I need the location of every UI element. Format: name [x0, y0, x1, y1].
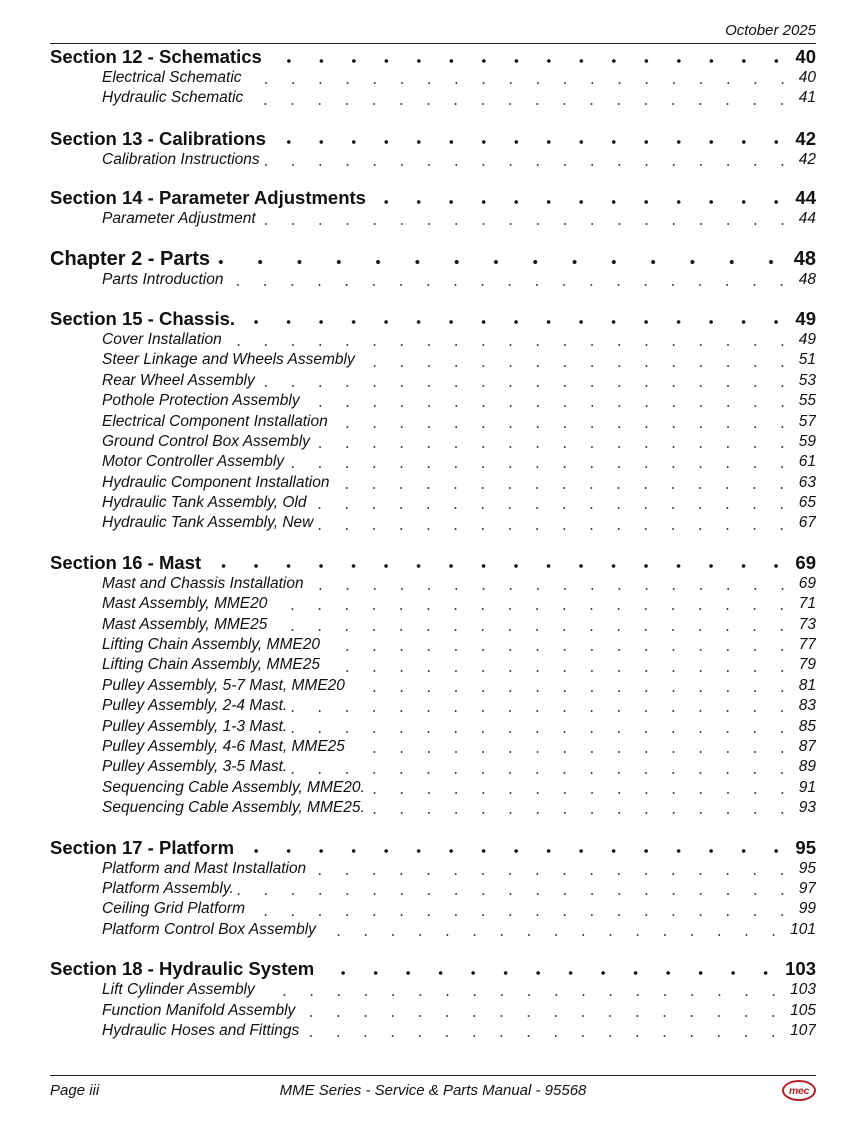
toc-entry-page: 40 [798, 69, 816, 86]
dot-leader [307, 587, 796, 591]
toc-entry-title: Calibration Instructions [102, 150, 260, 168]
dot-leader [270, 628, 795, 632]
toc-entry-title: Platform Control Box Assembly [102, 920, 316, 938]
toc-entry-page: 103 [790, 981, 816, 999]
toc-entry-title: Mast Assembly, MME20 [102, 595, 268, 613]
page-number: Page iii [50, 1082, 100, 1099]
toc-entry[interactable] [50, 574, 816, 594]
page-footer [50, 1080, 816, 1102]
toc-entry[interactable] [50, 696, 816, 716]
dot-leader [317, 970, 782, 976]
dot-leader [245, 81, 796, 85]
toc-entry-page: 85 [798, 717, 816, 735]
toc-entry-page: 107 [790, 1021, 816, 1039]
toc-entry-page: 97 [798, 879, 816, 897]
toc-section-15 [50, 308, 816, 534]
toc-entry-page: 93 [798, 799, 816, 817]
manual-title: MME Series - Service & Parts Manual - 95568 [279, 1082, 587, 1099]
toc-section-heading[interactable] [50, 128, 816, 150]
dot-leader [248, 913, 796, 917]
toc-entry-title: Pothole Protection Assembly [102, 392, 300, 410]
toc-section-page: 40 [795, 46, 816, 67]
dot-leader [290, 709, 796, 713]
toc-section-title: Section 12 - Schematics [50, 46, 262, 67]
toc-entry-page: 99 [798, 900, 816, 918]
toc-entry-title: Mast and Chassis Installation [102, 574, 304, 592]
toc-chapter-title: Chapter 2 - Parts [50, 247, 211, 270]
toc-section-14 [50, 187, 816, 229]
toc-entry-title: Mast Assembly, MME25 [102, 615, 268, 633]
dot-leader [348, 750, 796, 754]
header-rule [50, 43, 816, 44]
dot-leader [238, 319, 792, 325]
toc-entry-page: 42 [798, 150, 816, 168]
toc-entry[interactable] [50, 391, 816, 411]
toc-entry-page: 105 [790, 1001, 816, 1019]
toc-entry[interactable] [50, 452, 816, 472]
toc-entry-page: 61 [798, 453, 816, 471]
dot-leader [368, 811, 796, 815]
toc-entry[interactable] [50, 150, 816, 170]
toc-entry[interactable] [50, 879, 816, 899]
dot-leader [246, 102, 795, 106]
toc-entry[interactable] [50, 412, 816, 432]
toc-entry-title: Sequencing Cable Assembly, MME25. [102, 799, 365, 817]
toc-entry-title: Hydraulic Hoses and Fittings [102, 1021, 300, 1039]
dot-leader [358, 364, 796, 368]
toc-chapter-2 [50, 248, 816, 290]
toc-entry-title: Lifting Chain Assembly, MME20 [102, 636, 320, 654]
toc-section-title: Section 15 - Chassis. [50, 307, 236, 329]
toc-entry-page: 67 [798, 514, 816, 532]
toc-entry[interactable] [50, 270, 816, 290]
toc-entry-page: 89 [798, 758, 816, 776]
toc-entry-page: 81 [798, 676, 816, 694]
toc-entry-title: Ceiling Grid Platform [102, 900, 245, 918]
toc-entry-title: Lifting Chain Assembly, MME25 [102, 656, 320, 674]
dot-leader [303, 404, 796, 408]
toc-entry[interactable] [50, 615, 816, 635]
dot-leader [287, 465, 796, 469]
toc-entry[interactable] [50, 920, 816, 940]
dot-leader [309, 506, 795, 510]
toc-entry-title: Platform and Mast Installation [102, 859, 307, 877]
toc-section-title: Section 18 - Hydraulic System [50, 958, 315, 980]
toc-entry-title: Pulley Assembly, 2-4 Mast. [102, 697, 288, 715]
toc-entry[interactable] [50, 859, 816, 879]
toc-section-heading[interactable] [50, 187, 816, 209]
dot-leader [368, 791, 796, 795]
toc-entry-page: 49 [798, 330, 816, 348]
dot-leader [258, 384, 796, 388]
dot-leader [298, 1014, 787, 1018]
toc-entry-page: 44 [798, 210, 816, 228]
dot-leader [290, 771, 796, 775]
toc-entry-page: 71 [798, 595, 816, 613]
toc-entry[interactable] [50, 635, 816, 655]
toc-entry-title: Function Manifold Assembly [102, 1001, 296, 1019]
toc-entry-page: 87 [798, 737, 816, 755]
toc-entry[interactable] [50, 655, 816, 675]
toc-section-page: 49 [795, 307, 816, 329]
dot-leader [331, 425, 796, 429]
toc-entry-title: Ground Control Box Assembly [102, 432, 310, 450]
toc-entry-page: 79 [798, 656, 816, 674]
toc-entry[interactable] [50, 594, 816, 614]
toc-entry[interactable] [50, 68, 816, 88]
toc-entry[interactable] [50, 1001, 816, 1021]
toc-entry-title: Pulley Assembly, 4-6 Mast, MME25 [102, 737, 345, 755]
toc-entry[interactable] [50, 209, 816, 229]
toc-entry-page: 65 [798, 494, 816, 512]
dot-leader [225, 343, 796, 347]
dot-leader [204, 563, 792, 569]
toc-section-page: 103 [785, 958, 816, 980]
toc-entry[interactable] [50, 88, 816, 108]
toc-entry-page: 83 [798, 697, 816, 715]
toc-section-heading[interactable] [50, 837, 816, 859]
toc-entry[interactable] [50, 513, 816, 533]
mec-logo-icon [782, 1080, 816, 1101]
toc-section-page: 69 [795, 551, 816, 573]
toc-entry-title: Hydraulic Tank Assembly, Old [102, 494, 307, 512]
toc-entry-title: Lift Cylinder Assembly [102, 981, 255, 999]
dot-leader [237, 848, 792, 854]
dot-leader [270, 607, 795, 611]
footer-rule [50, 1075, 816, 1076]
toc-entry-title: Pulley Assembly, 5-7 Mast, MME20 [102, 676, 345, 694]
toc-entry[interactable] [50, 757, 816, 777]
dot-leader [259, 222, 796, 226]
toc-entry[interactable] [50, 676, 816, 696]
toc-entry-title: Hydraulic Component Installation [102, 473, 330, 491]
toc-entry-title: Cover Installation [102, 330, 222, 348]
toc-section-13 [50, 128, 816, 170]
toc-entry-page: 53 [798, 371, 816, 389]
dot-leader [323, 669, 796, 673]
toc-section-page: 42 [795, 127, 816, 149]
toc-entry[interactable] [50, 980, 816, 1000]
toc-entry-title: Parts Introduction [102, 270, 224, 288]
mec-logo-text: mec [788, 1084, 810, 1097]
toc-section-heading[interactable] [50, 308, 816, 330]
toc-entry-title: Electrical Schematic [102, 69, 242, 86]
toc-entry-title: Rear Wheel Assembly [102, 371, 255, 389]
toc-entry[interactable] [50, 717, 816, 737]
toc-entry-title: Steer Linkage and Wheels Assembly [102, 351, 355, 369]
toc-entry-title: Parameter Adjustment [102, 210, 256, 228]
toc-entry[interactable] [50, 493, 816, 513]
toc-entry[interactable] [50, 899, 816, 919]
toc-entry-title: Sequencing Cable Assembly, MME20. [102, 778, 365, 796]
toc-entry-title: Platform Assembly. [102, 879, 234, 897]
dot-leader [213, 259, 791, 265]
toc-entry-page: 59 [798, 432, 816, 450]
dot-leader [309, 872, 796, 876]
dot-leader [348, 689, 796, 693]
toc-section-page: 44 [795, 187, 816, 209]
toc-entry-page: 91 [798, 778, 816, 796]
dot-leader [316, 527, 795, 531]
toc-entry[interactable] [50, 330, 816, 350]
toc-entry-title: Hydraulic Schematic [102, 89, 244, 107]
toc-chapter-heading[interactable] [50, 248, 816, 270]
toc-section-title: Section 16 - Mast [50, 551, 202, 573]
toc-entry-page: 69 [798, 574, 816, 592]
toc-entry-page: 55 [798, 392, 816, 410]
toc-entry-page: 48 [798, 270, 816, 288]
toc-entry-page: 63 [798, 473, 816, 491]
toc-entry-title: Electrical Component Installation [102, 412, 328, 430]
header-date: October 2025 [725, 22, 816, 39]
toc-entry[interactable] [50, 737, 816, 757]
toc-entry-title: Pulley Assembly, 3-5 Mast. [102, 758, 288, 776]
dot-leader [263, 163, 796, 167]
dot-leader [269, 139, 793, 145]
toc-section-heading[interactable] [50, 552, 816, 574]
toc-section-title: Section 17 - Platform [50, 836, 235, 858]
toc-entry[interactable] [50, 798, 816, 818]
toc-section-heading[interactable] [50, 958, 816, 980]
toc-entry[interactable] [50, 778, 816, 798]
toc-entry-title: Hydraulic Tank Assembly, New [102, 514, 314, 532]
table-of-contents [50, 46, 816, 1041]
dot-leader [369, 199, 792, 205]
toc-entry-title: Pulley Assembly, 1-3 Mast. [102, 717, 288, 735]
toc-entry-page: 41 [798, 89, 816, 107]
toc-entry-title: Motor Controller Assembly [102, 453, 285, 471]
toc-entry-page: 73 [798, 615, 816, 633]
toc-section-17 [50, 837, 816, 941]
toc-entry-page: 57 [798, 412, 816, 430]
toc-section-heading[interactable] [50, 46, 816, 68]
dot-leader [319, 933, 787, 937]
toc-entry-page: 77 [798, 636, 816, 654]
toc-section-title: Section 13 - Calibrations [50, 127, 266, 149]
toc-section-12 [50, 46, 816, 109]
toc-entry[interactable] [50, 1021, 816, 1041]
toc-entry[interactable] [50, 473, 816, 493]
toc-entry[interactable] [50, 432, 816, 452]
toc-entry-page: 51 [798, 351, 816, 369]
dot-leader [313, 445, 796, 449]
toc-chapter-page: 48 [793, 247, 816, 270]
toc-entry[interactable] [50, 371, 816, 391]
dot-leader [237, 892, 796, 896]
dot-leader [302, 1034, 787, 1038]
dot-leader [265, 58, 793, 64]
toc-entry-page: 101 [790, 920, 816, 938]
dot-leader [323, 648, 796, 652]
dot-leader [258, 993, 787, 997]
toc-section-16 [50, 552, 816, 819]
dot-leader [226, 283, 795, 287]
dot-leader [290, 730, 796, 734]
toc-section-title: Section 14 - Parameter Adjustments [50, 187, 366, 209]
toc-section-18 [50, 958, 816, 1041]
toc-section-page: 95 [795, 836, 816, 858]
toc-entry[interactable] [50, 350, 816, 370]
dot-leader [332, 486, 795, 490]
toc-entry-page: 95 [798, 859, 816, 877]
